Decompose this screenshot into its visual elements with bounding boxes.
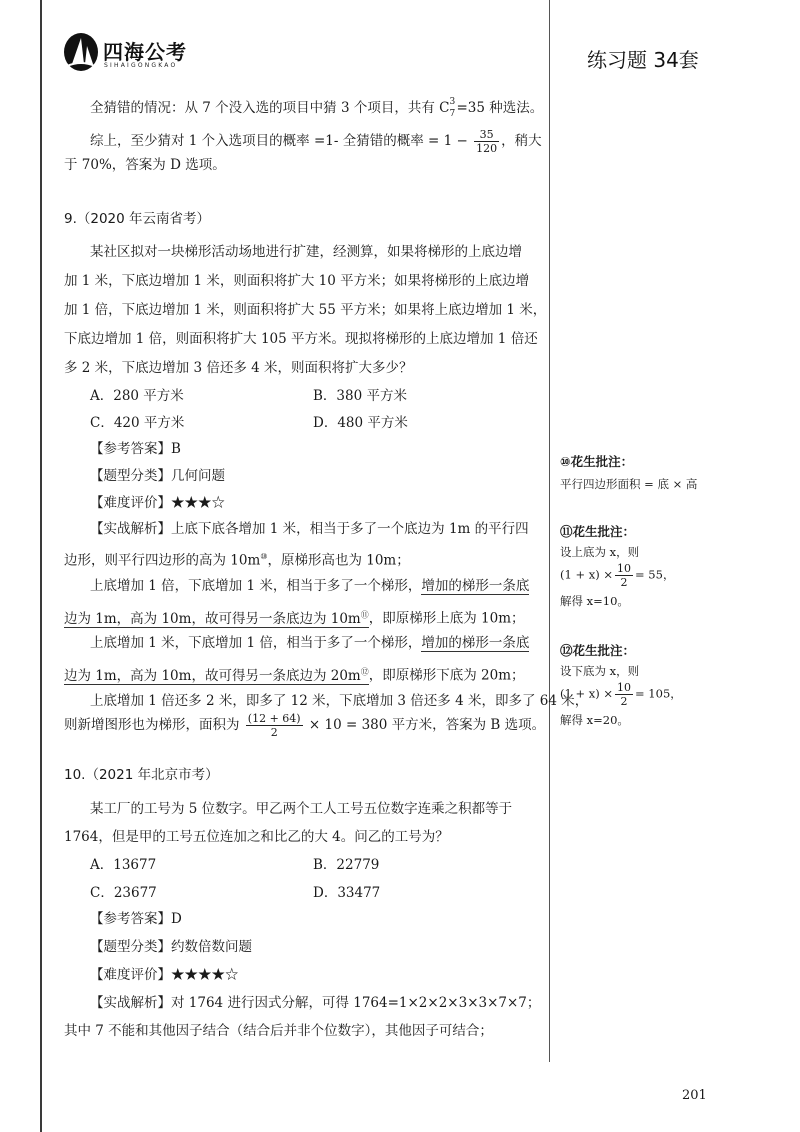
note-text: 设下底为 x，则 <box>560 664 640 678</box>
margin-divider <box>549 0 550 1062</box>
note-title: ⑫花生批注： <box>560 643 636 658</box>
option-a: A．280 平方米 <box>90 388 184 404</box>
analysis-line: 上底增加 1 倍，下底增加 1 米，相当于多了一个梯形，增加的梯形一条底 <box>90 578 530 594</box>
analysis-line: 上底增加 1 米，下底增加 1 倍，相当于多了一个梯形，增加的梯形一条底 <box>90 635 530 651</box>
logo-mark-icon <box>63 32 99 72</box>
category-label: 【题型分类】几何问题 <box>90 468 225 484</box>
option-c: C．23677 <box>90 885 157 901</box>
option-d: D．33477 <box>313 885 381 901</box>
note-text: 解得 x=10。 <box>560 594 629 608</box>
question-stem-line: 加 1 米，下底边增加 1 米，则面积将扩大 10 平方米；如果将梯形的上底边增 <box>64 273 530 289</box>
margin-note-10 <box>560 452 697 492</box>
note-formula: (1 + x) × $\frac{10}{2}$ = 105， <box>560 681 682 708</box>
option-a: A．13677 <box>90 857 157 873</box>
note-title: ⑩花生批注： <box>560 454 634 469</box>
margin-note-11 <box>560 522 674 609</box>
answer-label: 【参考答案】B <box>90 441 181 457</box>
question-9-heading: 9.（2020 年云南省考） <box>64 211 211 227</box>
category-label: 【题型分类】约数倍数问题 <box>90 939 252 955</box>
margin-note-12 <box>560 641 682 728</box>
question-stem-line: 多 2 米，下底边增加 3 倍还多 4 米，则面积将扩大多少？ <box>64 360 413 376</box>
analysis-line: 【实战解析】上底下底各增加 1 米，相当于多了一个底边为 1m 的平行四 <box>90 521 529 537</box>
analysis-line: 边为 1m，高为 10m，故可得另一条底边为 10m⑪，即原梯形上底为 10m； <box>64 610 525 627</box>
note-text: 设上底为 x，则 <box>560 545 640 559</box>
left-margin-rule <box>40 0 42 1132</box>
analysis-line: 边形，则平行四边形的高为 10m⑩，原梯形高也为 10m； <box>64 552 410 569</box>
question-stem-line: 某社区拟对一块梯形活动场地进行扩建，经测算，如果将梯形的上底边增 <box>90 244 522 260</box>
difficulty-label: 【难度评价】★★★★☆ <box>90 967 239 983</box>
page-number: 201 <box>682 1088 707 1103</box>
fraction: $\frac{35}{120}$ <box>476 128 498 155</box>
fraction: $\frac{(12 + 64)}{2}$ <box>247 712 301 739</box>
option-d: D．480 平方米 <box>313 415 408 431</box>
answer-label: 【参考答案】D <box>90 911 182 927</box>
paragraph-line: 于 70%，答案为 D 选项。 <box>64 157 226 173</box>
analysis-line: 上底增加 1 倍还多 2 米，即多了 12 米，下底增加 3 倍还多 4 米，即多了 64 米， <box>90 693 589 709</box>
page-header-title: 练习题 34套 <box>587 48 699 72</box>
paragraph-line: 全猜错的情况：从 7 个没入选的项目中猜 3 个项目，共有 C 3 7 =35 种选法。 <box>90 97 544 119</box>
option-b: B．22779 <box>313 857 380 873</box>
logo-subtext: SIHAIGONGKAO <box>104 62 178 69</box>
logo <box>63 30 213 78</box>
question-stem-line: 1764，但是甲的工号五位连加之和比乙的大 4。问乙的工号为？ <box>64 829 449 845</box>
analysis-line: 则新增图形也为梯形，面积为 $\frac{(12 + 64)}{2}$ × 10 = 380 平方米，答案为 B 选项。 <box>64 712 546 739</box>
analysis-line: 【实战解析】对 1764 进行因式分解，可得 1764=1×2×2×3×3×7×7； <box>90 995 541 1011</box>
question-stem-line: 某工厂的工号为 5 位数字。甲乙两个工人工号五位数字连乘之积都等于 <box>90 801 513 817</box>
question-10-heading: 10.（2021 年北京市考） <box>64 767 219 783</box>
note-text: 平行四边形面积 = 底 × 高 <box>560 477 698 491</box>
paragraph-line: 综上，至少猜对 1 个入选项目的概率 =1- 全猜错的概率 = 1 − $\frac{35}{120}$ ，稍大 <box>90 128 542 155</box>
option-c: C．420 平方米 <box>90 415 185 431</box>
analysis-line: 其中 7 不能和其他因子结合（结合后并非个位数字），其他因子可结合； <box>64 1023 493 1039</box>
note-text: 解得 x=20。 <box>560 713 629 727</box>
analysis-line: 边为 1m，高为 10m，故可得另一条底边为 20m⑫，即原梯形下底为 20m； <box>64 667 525 684</box>
difficulty-label: 【难度评价】★★★☆ <box>90 495 225 511</box>
logo-text: 四海公考 <box>103 40 187 64</box>
note-title: ⑪花生批注： <box>560 524 636 539</box>
question-stem-line: 加 1 倍，下底边增加 1 米，则面积将扩大 55 平方米；如果将上底边增加 1 米， <box>64 302 547 318</box>
option-b: B．380 平方米 <box>313 388 407 404</box>
question-stem-line: 下底边增加 1 倍，则面积将扩大 105 平方米。现拟将梯形的上底边增加 1 倍还 <box>64 331 538 347</box>
note-formula: (1 + x) × $\frac{10}{2}$ = 55， <box>560 562 675 589</box>
